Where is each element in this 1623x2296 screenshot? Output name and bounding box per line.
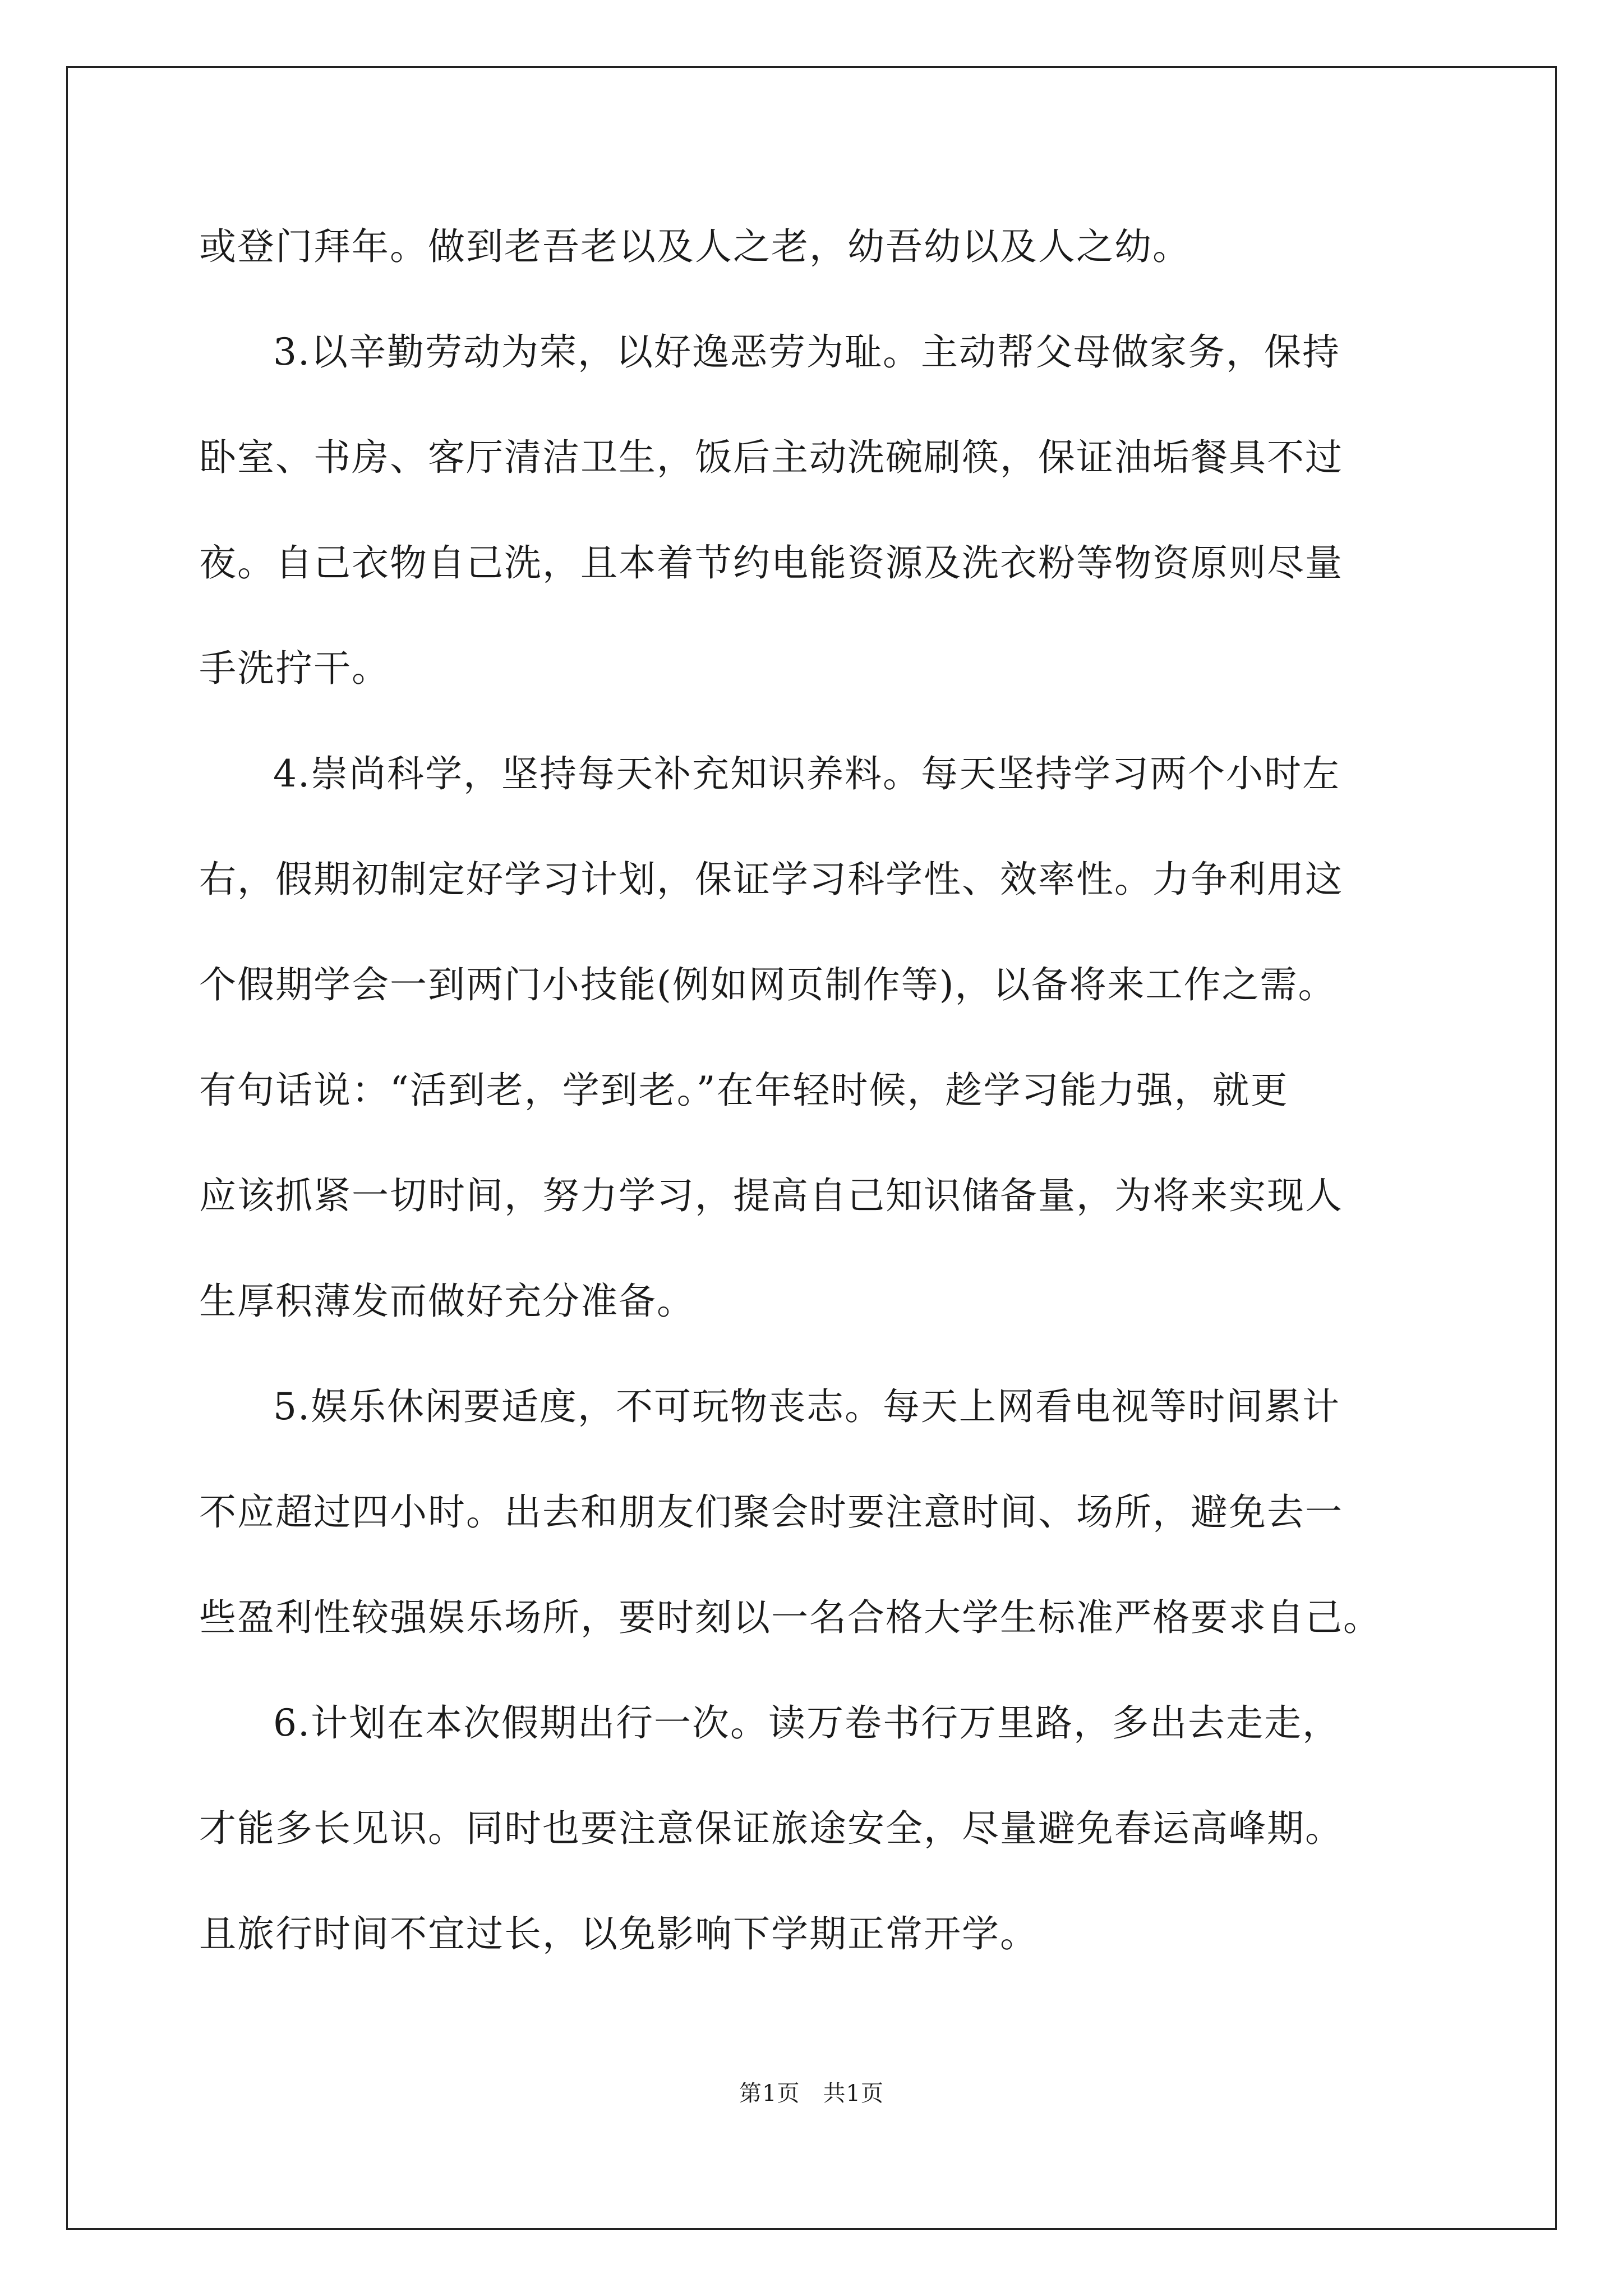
paragraph-item-4 [199, 743, 1427, 1376]
document-body [199, 216, 1427, 2009]
text-line: 不应超过四小时。出去和朋友们聚会时要注意时间、场所，避免去一 [199, 1490, 1343, 1534]
text-line: 右，假期初制定好学习计划，保证学习科学性、效率性。力争利用这 [199, 858, 1343, 901]
text-line: 应该抓紧一切时间，努力学习，提高自己知识储备量，为将来实现人 [199, 1174, 1343, 1217]
text-line: 些盈利性较强娱乐场所，要时刻以一名合格大学生标准严格要求自己。 [199, 1596, 1381, 1639]
text-line: 4.崇尚科学，坚持每天补充知识养料。每天坚持学习两个小时左 [273, 752, 1340, 795]
text-line: 或登门拜年。做到老吾老以及人之老，幼吾幼以及人之幼。 [199, 225, 1191, 268]
text-line: 且旅行时间不宜过长，以免影响下学期正常开学。 [199, 1912, 1038, 1955]
text-line: 5.娱乐休闲要适度，不可玩物丧志。每天上网看电视等时间累计 [273, 1385, 1340, 1428]
text-line: 3.以辛勤劳动为荣，以好逸恶劳为耻。主动帮父母做家务，保持 [273, 330, 1340, 374]
paragraph-item-3 [199, 321, 1427, 743]
page-footer: 第1页 共1页 [739, 2081, 884, 2106]
paragraph-item-6 [199, 1692, 1427, 2009]
text-line: 夜。自己衣物自己洗，且本着节约电能资源及洗衣粉等物资原则尽量 [199, 541, 1343, 585]
paragraph-item-5 [199, 1376, 1427, 1692]
text-line: 有句话说：“活到老，学到老。”在年轻时候，趁学习能力强，就更 [199, 1069, 1289, 1112]
text-line: 手洗拧干。 [199, 647, 390, 690]
text-line: 生厚积薄发而做好充分准备。 [199, 1280, 695, 1323]
paragraph-continued [199, 216, 1427, 321]
text-line: 个假期学会一到两门小技能(例如网页制作等)，以备将来工作之需。 [199, 963, 1336, 1006]
text-line: 才能多长见识。同时也要注意保证旅途安全，尽量避免春运高峰期。 [199, 1807, 1343, 1850]
text-line: 卧室、书房、客厅清洁卫生，饭后主动洗碗刷筷，保证油垢餐具不过 [199, 436, 1343, 479]
text-line: 6.计划在本次假期出行一次。读万卷书行万里路，多出去走走， [273, 1701, 1340, 1745]
